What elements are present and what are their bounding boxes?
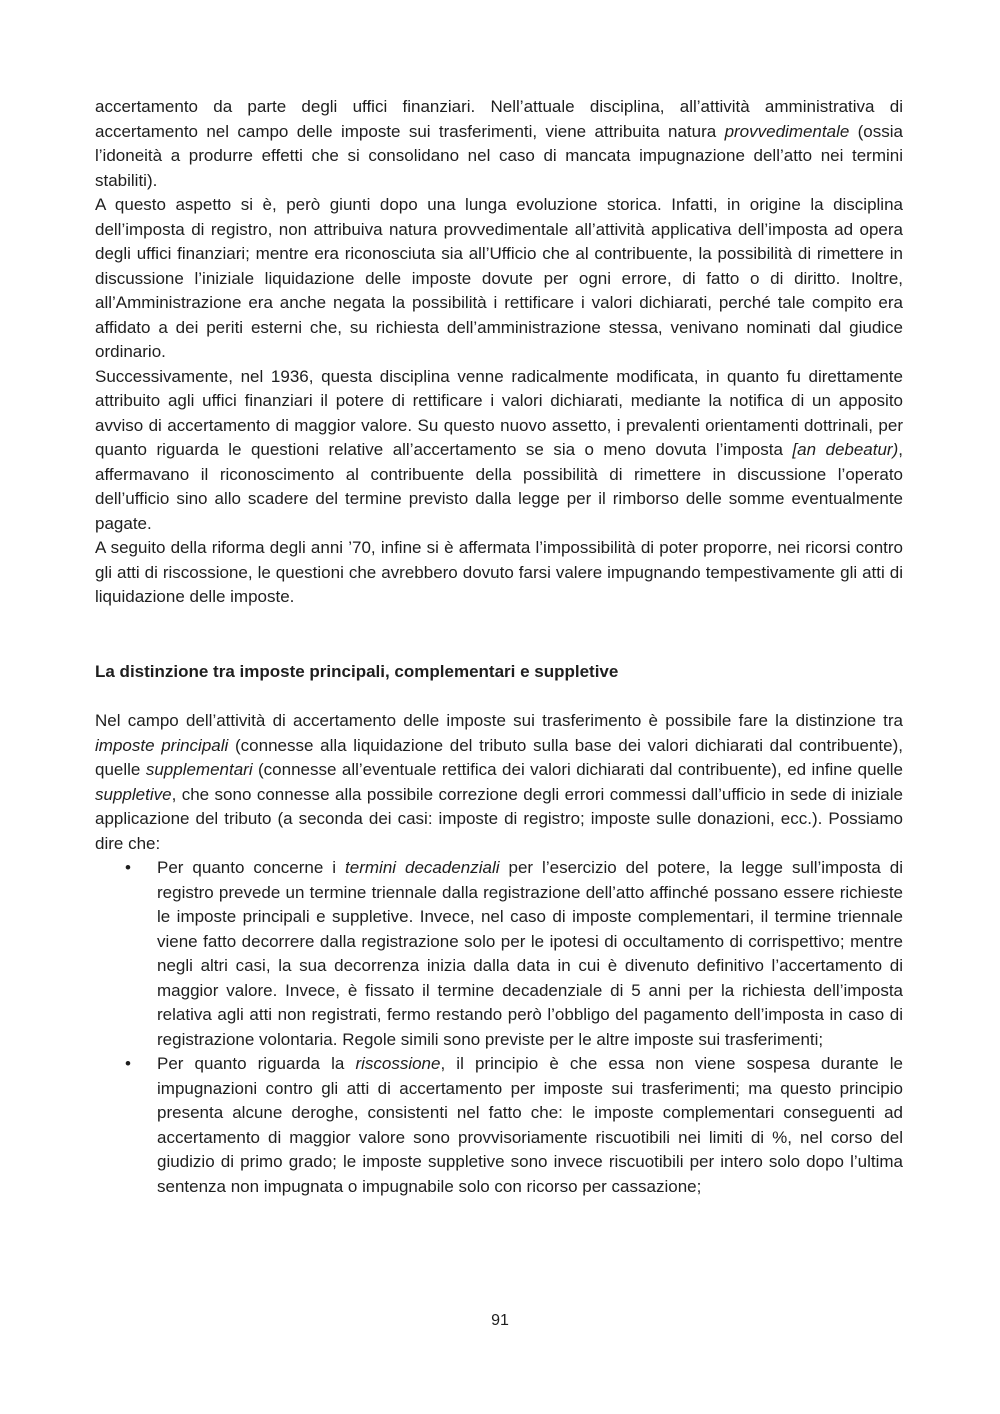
paragraph-text: Nel campo dell’attività di accertamento delle imposte sui trasferimento è possibile fare la distinzione tra [95, 711, 903, 730]
italic-term: imposte principali [95, 735, 229, 755]
italic-term: [an debeatur) [792, 440, 899, 459]
list-item [95, 856, 903, 1052]
paragraph-text: (connesse all’eventuale rettifica dei valori dichiarati dal contribuente), ed infine quelle [252, 760, 903, 779]
italic-term: provvedimentale [724, 121, 850, 141]
paragraph-text: , il principio è che essa non viene sospesa durante le impugnazioni contro gli atti di accertamento per imposte sui trasferimenti; ma questo principio presenta alcune deroghe, consistenti nel fatto che: le imposte complementari conseguenti ad accertamento di maggior valore sono provvisoriamente riscuotibili nei limiti di %, nel corso del giudizio di primo grado; le imposte suppletive sono invece riscuotibili per intero solo dopo l’ultima sentenza non impugnata o impugnabile solo con ricorso per cassazione; [157, 1054, 903, 1196]
list-item-text [157, 856, 903, 1052]
paragraph-4: A seguito della riforma degli anni ’70, infine si è affermata l’impossibilità di poter proporre, nei ricorsi contro gli atti di riscossione, le questioni che avrebbero dovuto farsi valere impugnando tempestivamente gli atti di liquidazione delle imposte. [95, 538, 903, 606]
document-page [95, 95, 903, 1199]
section-heading: La distinzione tra imposte principali, complementari e suppletive [95, 661, 619, 681]
italic-term: supplementari [145, 760, 253, 779]
paragraph-2: A questo aspetto si è, però giunti dopo una lunga evoluzione storica. Infatti, in origine la disciplina dell’imposta di registro, non attribuiva natura provvedimentale all’attività applicativa dell’imposta ad opera degli uffici finanziari; mentre era riconosciuta sia all’Ufficio che al contribuente, la possibilità di rimettere in discussione l’iniziale liquidazione delle imposte dovute per ogni errore, di fatto o di diritto. Inoltre, all’Amministrazione era anche negata la possibilità i rettificare i valori dichiarati, perché tale compito era affidato a dei periti esterni che, su richiesta dell’amministrazione stessa, venivano nominati dal giudice ordinario. [95, 195, 903, 361]
italic-term: termini decadenziali [345, 858, 500, 877]
list-item [95, 1052, 903, 1199]
paragraph-5 [95, 709, 903, 856]
bullet-icon: • [125, 1054, 131, 1073]
paragraph-1 [95, 95, 903, 193]
paragraph-text: , affermavano il riconoscimento al contribuente della possibilità di rimettere in discussione l’operato dell’ufficio sino allo scadere del termine previsto dalla legge per il rimborso delle somme eventualmente pagate. [95, 440, 903, 533]
paragraph-text: (connesse alla liquidazione del tributo sulla base dei valori dichiarati dal contribuente), quelle [95, 735, 903, 779]
paragraph-text: (ossia l’idoneità a produrre effetti che si consolidano nel caso di mancata impugnazione dell’atto nei termini stabiliti). [95, 121, 903, 190]
bullet-list [95, 856, 903, 1199]
bullet-icon: • [125, 858, 131, 877]
italic-term: suppletive [95, 784, 172, 804]
italic-term: riscossione [355, 1054, 441, 1073]
paragraph-text: , che sono connesse alla possibile correzione degli errori commessi dall’ufficio in sede di iniziale applicazione del tributo (a seconda dei casi: imposte di registro; imposte sulle donazioni, ecc.). Possiamo dire che: [95, 784, 903, 853]
page-number: 91 [491, 1312, 509, 1329]
list-item-text [157, 1052, 903, 1199]
paragraph-text: per l’esercizio del potere, la legge sull’imposta di registro prevede un termine triennale dalla registrazione dell’atto affinché possano essere richieste le imposte principali e suppletive. Invece, nel caso di imposte complementari, il termine triennale viene fatto decorrere dalla registrazione solo per le ipotesi di occultamento di corrispettivo; mentre negli altri casi, la sua decorrenza inizia dalla data in cui è divenuto definitivo l’accertamento di maggior valore. Invece, è fissato il termine decadenziale di 5 anni per la richiesta dell’imposta relativa agli atti non registrati, fermo restando però l’obbligo del pagamento dell’imposta in caso di registrazione volontaria. Regole simili sono previste per le altre imposte sui trasferimenti; [157, 858, 903, 1049]
paragraph-3 [95, 365, 903, 537]
paragraph-text: Per quanto riguarda la [157, 1054, 356, 1073]
paragraph-text: Per quanto concerne i [157, 858, 346, 877]
paragraph-text: accertamento da parte degli uffici finanziari. Nell’attuale disciplina, all’attività amministrativa di accertamento nel campo delle imposte sui trasferimenti, viene attribuita natura [95, 97, 903, 141]
paragraph-text: Successivamente, nel 1936, questa disciplina venne radicalmente modificata, in quanto fu direttamente attribuito agli uffici finanziari il potere di rettificare i valori dichiarati, mediante la notifica di un apposito avviso di accertamento di maggior valore. Su questo nuovo assetto, i prevalenti orientamenti dottrinali, per quanto riguarda le questioni relative all’accertamento se sia o meno dovuta l’imposta [95, 366, 903, 459]
section-heading-wrap [95, 660, 903, 685]
